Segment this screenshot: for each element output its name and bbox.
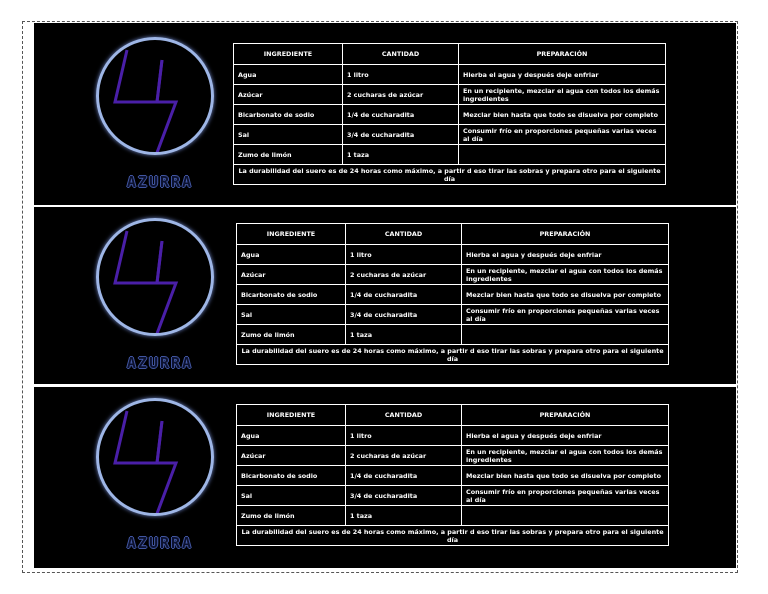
- table-cell: Bicarbonato de sodio: [237, 285, 346, 305]
- table-header-row: [237, 224, 669, 245]
- logo-ring: [96, 218, 214, 336]
- table-cell: Agua: [237, 245, 346, 265]
- ingredients-table: [236, 223, 669, 365]
- table-cell: 2 cucharas de azúcar: [346, 446, 462, 466]
- table-cell: Zumo de limón: [234, 145, 343, 165]
- table-cell: 1 litro: [346, 245, 462, 265]
- table-cell: Consumir frío en proporciones pequeñas varias veces al día: [462, 305, 669, 325]
- recipe-label-3: [34, 387, 736, 568]
- table-row: [234, 145, 666, 165]
- table-cell: 1 litro: [343, 65, 459, 85]
- table-row: [234, 125, 666, 145]
- table-row: [237, 305, 669, 325]
- table-cell: [462, 325, 669, 345]
- bolt-icon: [99, 40, 211, 152]
- table-cell: Zumo de limón: [237, 506, 346, 526]
- table-row: [234, 85, 666, 105]
- table-cell: Bicarbonato de sodio: [237, 466, 346, 486]
- table-row: [237, 245, 669, 265]
- table-cell: [459, 145, 666, 165]
- table-cell: En un recipiente, mezclar el agua con todos los demás ingredientes: [459, 85, 666, 105]
- table-cell: En un recipiente, mezclar el agua con todos los demás ingredientes: [462, 446, 669, 466]
- ingredients-table: [236, 404, 669, 546]
- table-cell: 3/4 de cucharadita: [343, 125, 459, 145]
- table-row: [237, 486, 669, 506]
- table-cell: Bicarbonato de sodio: [234, 105, 343, 125]
- table-cell: Mezclar bien hasta que todo se disuelva por completo: [459, 105, 666, 125]
- table-note-row: [237, 345, 669, 365]
- durability-note: La durabilidad del suero es de 24 horas como máximo, a partir d eso tirar las sobras y prepara otro para el siguiente día: [237, 345, 669, 365]
- table-cell: 1 taza: [346, 325, 462, 345]
- table-cell: Azúcar: [237, 265, 346, 285]
- table-note-row: [234, 165, 666, 185]
- table-row: [237, 325, 669, 345]
- table-row: [237, 466, 669, 486]
- table-cell: 2 cucharas de azúcar: [346, 265, 462, 285]
- table-cell: Sal: [237, 305, 346, 325]
- recipe-label-1: [34, 23, 736, 205]
- table-cell: Sal: [234, 125, 343, 145]
- table-cell: 1 taza: [346, 506, 462, 526]
- table-header-row: [234, 44, 666, 65]
- table-cell: 3/4 de cucharadita: [346, 486, 462, 506]
- table-cell: Hierba el agua y después deje enfriar: [462, 426, 669, 446]
- table-cell: Consumir frío en proporciones pequeñas varias veces al día: [462, 486, 669, 506]
- table-cell: 1 taza: [343, 145, 459, 165]
- column-header: PREPARACIÓN: [459, 44, 666, 65]
- durability-note: La durabilidad del suero es de 24 horas como máximo, a partir d eso tirar las sobras y prepara otro para el siguiente día: [234, 165, 666, 185]
- table-row: [234, 105, 666, 125]
- table-cell: 1/4 de cucharadita: [346, 466, 462, 486]
- column-header: PREPARACIÓN: [462, 224, 669, 245]
- table-cell: Agua: [237, 426, 346, 446]
- table-cell: Hierba el agua y después deje enfriar: [462, 245, 669, 265]
- column-header: INGREDIENTE: [237, 224, 346, 245]
- recipe-label-2: [34, 207, 736, 384]
- column-header: PREPARACIÓN: [462, 405, 669, 426]
- table-cell: 3/4 de cucharadita: [346, 305, 462, 325]
- table-cell: 2 cucharas de azúcar: [343, 85, 459, 105]
- logo-ring: [96, 37, 214, 155]
- table-cell: Sal: [237, 486, 346, 506]
- table-cell: En un recipiente, mezclar el agua con todos los demás ingredientes: [462, 265, 669, 285]
- table-row: [237, 285, 669, 305]
- table-cell: Zumo de limón: [237, 325, 346, 345]
- table-cell: 1 litro: [346, 426, 462, 446]
- brand-wordmark: AZURRA: [126, 534, 194, 552]
- ingredients-table: [233, 43, 666, 185]
- table-row: [234, 65, 666, 85]
- brand-wordmark: AZURRA: [126, 173, 194, 191]
- table-row: [237, 426, 669, 446]
- table-note-row: [237, 526, 669, 546]
- table-cell: Mezclar bien hasta que todo se disuelva por completo: [462, 285, 669, 305]
- column-header: CANTIDAD: [346, 405, 462, 426]
- table-cell: 1/4 de cucharadita: [346, 285, 462, 305]
- bolt-icon: [99, 401, 211, 513]
- column-header: CANTIDAD: [343, 44, 459, 65]
- table-header-row: [237, 405, 669, 426]
- table-cell: 1/4 de cucharadita: [343, 105, 459, 125]
- table-row: [237, 506, 669, 526]
- bolt-icon: [99, 221, 211, 333]
- table-row: [237, 446, 669, 466]
- column-header: CANTIDAD: [346, 224, 462, 245]
- table-cell: Agua: [234, 65, 343, 85]
- table-cell: Azúcar: [234, 85, 343, 105]
- table-cell: Consumir frío en proporciones pequeñas varias veces al día: [459, 125, 666, 145]
- column-header: INGREDIENTE: [234, 44, 343, 65]
- table-cell: Azúcar: [237, 446, 346, 466]
- logo-ring: [96, 398, 214, 516]
- table-cell: [462, 506, 669, 526]
- table-cell: Hierba el agua y después deje enfriar: [459, 65, 666, 85]
- table-row: [237, 265, 669, 285]
- column-header: INGREDIENTE: [237, 405, 346, 426]
- table-cell: Mezclar bien hasta que todo se disuelva por completo: [462, 466, 669, 486]
- durability-note: La durabilidad del suero es de 24 horas como máximo, a partir d eso tirar las sobras y prepara otro para el siguiente día: [237, 526, 669, 546]
- brand-wordmark: AZURRA: [126, 354, 194, 372]
